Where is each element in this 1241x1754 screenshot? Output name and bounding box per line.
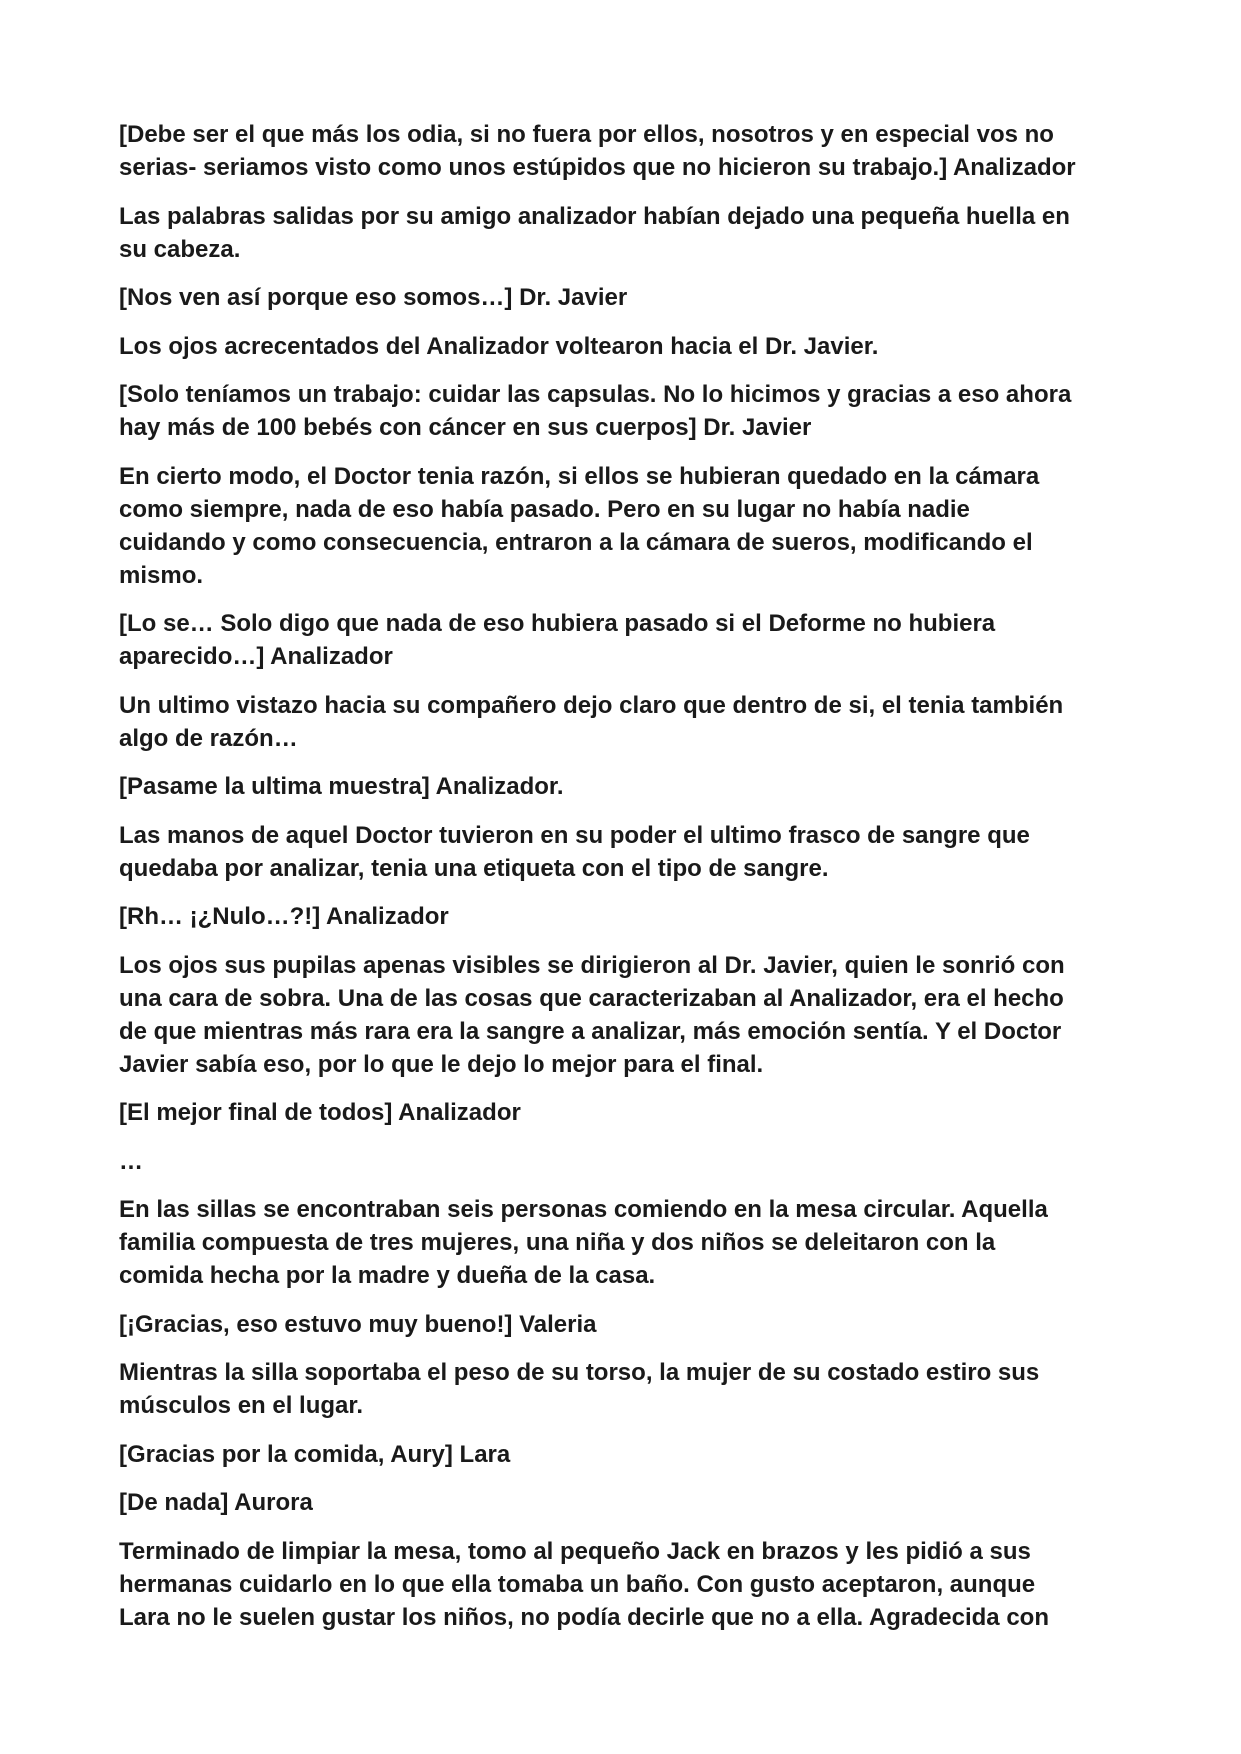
text-line: de que mientras más rara era la sangre a analizar, más emoción sentía. Y el Doctor bbox=[119, 1017, 1062, 1045]
paragraph bbox=[119, 1438, 1129, 1471]
paragraph bbox=[119, 607, 1129, 673]
text-line: [Gracias por la comida, Aury] Lara bbox=[119, 1440, 511, 1468]
text-line: hermanas cuidarlo en lo que ella tomaba un baño. Con gusto aceptaron, aunque bbox=[119, 1570, 1036, 1598]
text-line: En cierto modo, el Doctor tenia razón, si ellos se hubieran quedado en la cámara bbox=[119, 462, 1040, 490]
text-line: Javier sabía eso, por lo que le dejo lo mejor para el final. bbox=[119, 1050, 764, 1078]
text-line: Los ojos sus pupilas apenas visibles se dirigieron al Dr. Javier, quien le sonrió con bbox=[119, 951, 1065, 979]
paragraph bbox=[119, 1308, 1129, 1341]
paragraph bbox=[119, 1096, 1129, 1129]
document-body bbox=[119, 118, 1129, 1649]
text-line: algo de razón… bbox=[119, 724, 298, 752]
text-line: como siempre, nada de eso había pasado. Pero en su lugar no había nadie bbox=[119, 495, 970, 523]
paragraph bbox=[119, 689, 1129, 755]
paragraph bbox=[119, 1486, 1129, 1519]
text-line: [Debe ser el que más los odia, si no fuera por ellos, nosotros y en especial vos no bbox=[119, 121, 1054, 148]
text-line: músculos en el lugar. bbox=[119, 1392, 364, 1419]
paragraph bbox=[119, 1535, 1129, 1634]
text-line: [Pasame la ultima muestra] Analizador. bbox=[119, 773, 564, 800]
text-line: [Lo se… Solo digo que nada de eso hubiera pasado si el Deforme no hubiera bbox=[119, 610, 996, 637]
paragraph bbox=[119, 460, 1129, 592]
text-line: [De nada] Aurora bbox=[119, 1489, 313, 1516]
text-line: [Nos ven así porque eso somos…] Dr. Javier bbox=[119, 284, 628, 311]
paragraph bbox=[119, 1356, 1129, 1422]
paragraph bbox=[119, 330, 1129, 363]
text-line: … bbox=[119, 1147, 143, 1175]
paragraph bbox=[119, 118, 1129, 184]
text-line: Un ultimo vistazo hacia su compañero dejo claro que dentro de si, el tenia también bbox=[119, 691, 1064, 719]
text-line: aparecido…] Analizador bbox=[119, 643, 393, 670]
text-line: quedaba por analizar, tenia una etiqueta con el tipo de sangre. bbox=[119, 854, 829, 882]
text-line: comida hecha por la madre y dueña de la casa. bbox=[119, 1262, 656, 1289]
text-line: familia compuesta de tres mujeres, una niña y dos niños se deleitaron con la bbox=[119, 1229, 996, 1256]
paragraph bbox=[119, 1193, 1129, 1292]
text-line: [Rh… ¡¿Nulo…?!] Analizador bbox=[119, 903, 449, 930]
paragraph bbox=[119, 949, 1129, 1081]
paragraph bbox=[119, 200, 1129, 266]
text-line: Lara no le suelen gustar los niños, no podía decirle que no a ella. Agradecida con bbox=[119, 1603, 1049, 1631]
text-line: hay más de 100 bebés con cáncer en sus cuerpos] Dr. Javier bbox=[119, 414, 812, 441]
paragraph bbox=[119, 281, 1129, 314]
text-line: Las manos de aquel Doctor tuvieron en su poder el ultimo frasco de sangre que bbox=[119, 821, 1030, 849]
text-line: Las palabras salidas por su amigo analizador habían dejado una pequeña huella en bbox=[119, 202, 1070, 230]
paragraph bbox=[119, 819, 1129, 885]
text-line: cuidando y como consecuencia, entraron a la cámara de sueros, modificando el bbox=[119, 528, 1033, 556]
text-line: Los ojos acrecentados del Analizador voltearon hacia el Dr. Javier. bbox=[119, 332, 879, 360]
paragraph bbox=[119, 770, 1129, 803]
paragraph bbox=[119, 900, 1129, 933]
paragraph bbox=[119, 378, 1129, 444]
text-line: Mientras la silla soportaba el peso de su torso, la mujer de su costado estiro sus bbox=[119, 1359, 1040, 1386]
text-line: su cabeza. bbox=[119, 235, 241, 263]
text-line: una cara de sobra. Una de las cosas que caracterizaban al Analizador, era el hecho bbox=[119, 984, 1064, 1012]
text-line: En las sillas se encontraban seis personas comiendo en la mesa circular. Aquella bbox=[119, 1196, 1048, 1223]
text-line: [Solo teníamos un trabajo: cuidar las capsulas. No lo hicimos y gracias a eso ahora bbox=[119, 381, 1072, 408]
text-line: [El mejor final de todos] Analizador bbox=[119, 1099, 521, 1126]
text-line: mismo. bbox=[119, 561, 204, 589]
paragraph bbox=[119, 1145, 1129, 1178]
text-line: serias- seriamos visto como unos estúpidos que no hicieron su trabajo.] Analizador bbox=[119, 154, 1076, 181]
text-line: Terminado de limpiar la mesa, tomo al pequeño Jack en brazos y les pidió a sus bbox=[119, 1537, 1031, 1565]
text-line: [¡Gracias, eso estuvo muy bueno!] Valeria bbox=[119, 1310, 597, 1338]
